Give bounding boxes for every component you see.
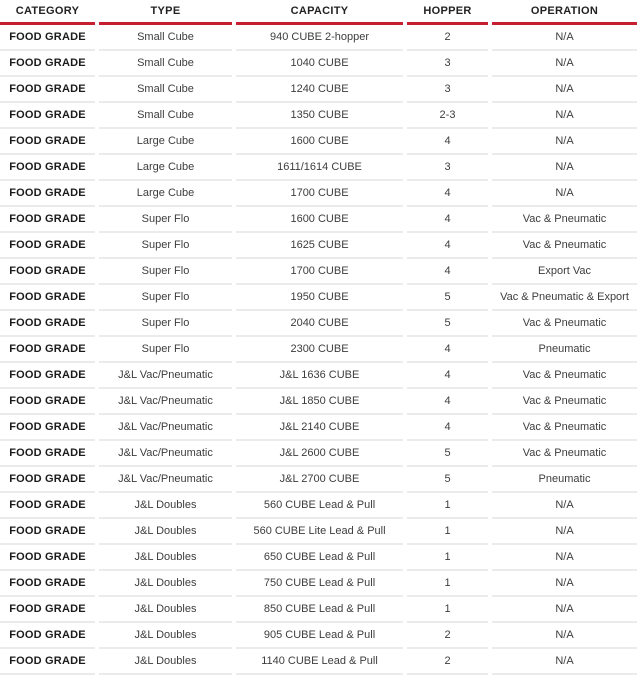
cell-category: FOOD GRADE xyxy=(0,623,95,649)
table-row xyxy=(0,155,637,181)
cell-type: J&L Doubles xyxy=(99,571,232,597)
cell-hopper: 4 xyxy=(407,207,488,233)
cell-operation: N/A xyxy=(492,51,637,77)
cell-type: Super Flo xyxy=(99,207,232,233)
cell-hopper: 2 xyxy=(407,623,488,649)
cell-capacity: 1700 CUBE xyxy=(236,259,403,285)
cell-capacity: 2040 CUBE xyxy=(236,311,403,337)
cell-hopper: 3 xyxy=(407,77,488,103)
cell-hopper: 1 xyxy=(407,493,488,519)
cell-operation: Vac & Pneumatic xyxy=(492,389,637,415)
cell-hopper: 4 xyxy=(407,415,488,441)
cell-category: FOOD GRADE xyxy=(0,597,95,623)
cell-type: J&L Doubles xyxy=(99,493,232,519)
cell-hopper: 4 xyxy=(407,259,488,285)
table-row xyxy=(0,285,637,311)
cell-type: J&L Doubles xyxy=(99,623,232,649)
table-body xyxy=(0,25,637,675)
column-header-type: TYPE xyxy=(99,0,232,25)
cell-operation: N/A xyxy=(492,77,637,103)
cell-capacity: J&L 2140 CUBE xyxy=(236,415,403,441)
cell-type: Super Flo xyxy=(99,311,232,337)
cell-capacity: J&L 2700 CUBE xyxy=(236,467,403,493)
cell-hopper: 2 xyxy=(407,25,488,51)
cell-operation: N/A xyxy=(492,597,637,623)
cell-operation: Vac & Pneumatic xyxy=(492,233,637,259)
cell-operation: N/A xyxy=(492,493,637,519)
cell-type: J&L Doubles xyxy=(99,597,232,623)
cell-operation: N/A xyxy=(492,129,637,155)
cell-capacity: 1040 CUBE xyxy=(236,51,403,77)
cell-operation: N/A xyxy=(492,25,637,51)
cell-capacity: 650 CUBE Lead & Pull xyxy=(236,545,403,571)
cell-type: J&L Vac/Pneumatic xyxy=(99,467,232,493)
table-row xyxy=(0,259,637,285)
cell-capacity: 1240 CUBE xyxy=(236,77,403,103)
cell-capacity: 560 CUBE Lead & Pull xyxy=(236,493,403,519)
cell-hopper: 4 xyxy=(407,129,488,155)
cell-operation: Vac & Pneumatic xyxy=(492,311,637,337)
cell-category: FOOD GRADE xyxy=(0,77,95,103)
cell-category: FOOD GRADE xyxy=(0,519,95,545)
column-header-category: CATEGORY xyxy=(0,0,95,25)
cell-hopper: 4 xyxy=(407,337,488,363)
cell-capacity: 750 CUBE Lead & Pull xyxy=(236,571,403,597)
cell-capacity: 1700 CUBE xyxy=(236,181,403,207)
cell-category: FOOD GRADE xyxy=(0,415,95,441)
cell-hopper: 1 xyxy=(407,597,488,623)
cell-capacity: J&L 2600 CUBE xyxy=(236,441,403,467)
cell-operation: N/A xyxy=(492,103,637,129)
cell-category: FOOD GRADE xyxy=(0,493,95,519)
cell-capacity: 1600 CUBE xyxy=(236,129,403,155)
cell-category: FOOD GRADE xyxy=(0,207,95,233)
cell-hopper: 2-3 xyxy=(407,103,488,129)
table-row xyxy=(0,25,637,51)
cell-hopper: 4 xyxy=(407,181,488,207)
table-header-row xyxy=(0,0,637,25)
cell-category: FOOD GRADE xyxy=(0,311,95,337)
cell-operation: Vac & Pneumatic xyxy=(492,363,637,389)
table-row xyxy=(0,311,637,337)
table-row xyxy=(0,493,637,519)
cell-category: FOOD GRADE xyxy=(0,545,95,571)
cell-hopper: 3 xyxy=(407,155,488,181)
cell-hopper: 4 xyxy=(407,233,488,259)
cell-category: FOOD GRADE xyxy=(0,181,95,207)
cell-capacity: 2300 CUBE xyxy=(236,337,403,363)
cell-hopper: 5 xyxy=(407,311,488,337)
table-row xyxy=(0,103,637,129)
cell-category: FOOD GRADE xyxy=(0,337,95,363)
cell-hopper: 1 xyxy=(407,519,488,545)
cell-type: Super Flo xyxy=(99,285,232,311)
cell-hopper: 5 xyxy=(407,441,488,467)
cell-category: FOOD GRADE xyxy=(0,363,95,389)
cell-type: Large Cube xyxy=(99,181,232,207)
table-row xyxy=(0,233,637,259)
cell-type: J&L Vac/Pneumatic xyxy=(99,441,232,467)
cell-operation: Pneumatic xyxy=(492,337,637,363)
cell-operation: Vac & Pneumatic xyxy=(492,207,637,233)
cell-capacity: 1611/1614 CUBE xyxy=(236,155,403,181)
cell-type: Super Flo xyxy=(99,233,232,259)
cell-operation: N/A xyxy=(492,545,637,571)
cell-category: FOOD GRADE xyxy=(0,649,95,675)
cell-hopper: 4 xyxy=(407,363,488,389)
table-row xyxy=(0,623,637,649)
table-row xyxy=(0,207,637,233)
column-header-hopper: HOPPER xyxy=(407,0,488,25)
cell-category: FOOD GRADE xyxy=(0,441,95,467)
cell-operation: N/A xyxy=(492,181,637,207)
cell-operation: N/A xyxy=(492,519,637,545)
column-header-operation: OPERATION xyxy=(492,0,637,25)
column-header-capacity: CAPACITY xyxy=(236,0,403,25)
cell-hopper: 2 xyxy=(407,649,488,675)
table-row xyxy=(0,597,637,623)
cell-capacity: J&L 1850 CUBE xyxy=(236,389,403,415)
cell-operation: N/A xyxy=(492,571,637,597)
table-row xyxy=(0,441,637,467)
cell-capacity: 1600 CUBE xyxy=(236,207,403,233)
cell-category: FOOD GRADE xyxy=(0,51,95,77)
cell-operation: Vac & Pneumatic xyxy=(492,415,637,441)
cell-capacity: 1140 CUBE Lead & Pull xyxy=(236,649,403,675)
cell-operation: Vac & Pneumatic & Export xyxy=(492,285,637,311)
cell-operation: N/A xyxy=(492,155,637,181)
cell-category: FOOD GRADE xyxy=(0,467,95,493)
cell-category: FOOD GRADE xyxy=(0,571,95,597)
cell-type: Small Cube xyxy=(99,51,232,77)
table-row xyxy=(0,649,637,675)
cell-capacity: J&L 1636 CUBE xyxy=(236,363,403,389)
cell-capacity: 850 CUBE Lead & Pull xyxy=(236,597,403,623)
cell-hopper: 4 xyxy=(407,389,488,415)
cell-operation: N/A xyxy=(492,649,637,675)
cell-category: FOOD GRADE xyxy=(0,155,95,181)
cell-capacity: 1625 CUBE xyxy=(236,233,403,259)
cell-category: FOOD GRADE xyxy=(0,389,95,415)
cell-operation: Export Vac xyxy=(492,259,637,285)
cell-capacity: 1350 CUBE xyxy=(236,103,403,129)
cell-type: Super Flo xyxy=(99,259,232,285)
cell-type: Large Cube xyxy=(99,155,232,181)
cell-hopper: 1 xyxy=(407,545,488,571)
table-row xyxy=(0,77,637,103)
cell-hopper: 3 xyxy=(407,51,488,77)
cell-hopper: 5 xyxy=(407,467,488,493)
cell-type: Super Flo xyxy=(99,337,232,363)
cell-capacity: 560 CUBE Lite Lead & Pull xyxy=(236,519,403,545)
cell-hopper: 1 xyxy=(407,571,488,597)
cell-type: J&L Doubles xyxy=(99,545,232,571)
table-row xyxy=(0,519,637,545)
table-row xyxy=(0,51,637,77)
cell-category: FOOD GRADE xyxy=(0,259,95,285)
table-row xyxy=(0,415,637,441)
table-row xyxy=(0,545,637,571)
table-row xyxy=(0,181,637,207)
cell-category: FOOD GRADE xyxy=(0,233,95,259)
cell-type: J&L Vac/Pneumatic xyxy=(99,363,232,389)
cell-type: Small Cube xyxy=(99,77,232,103)
table-row xyxy=(0,129,637,155)
cell-capacity: 940 CUBE 2-hopper xyxy=(236,25,403,51)
cell-type: Large Cube xyxy=(99,129,232,155)
table-row xyxy=(0,337,637,363)
cell-type: J&L Vac/Pneumatic xyxy=(99,389,232,415)
cell-capacity: 1950 CUBE xyxy=(236,285,403,311)
cell-category: FOOD GRADE xyxy=(0,129,95,155)
cell-type: J&L Doubles xyxy=(99,519,232,545)
cell-operation: Pneumatic xyxy=(492,467,637,493)
cell-category: FOOD GRADE xyxy=(0,103,95,129)
cell-type: Small Cube xyxy=(99,103,232,129)
table-row xyxy=(0,571,637,597)
cell-category: FOOD GRADE xyxy=(0,285,95,311)
cell-operation: Vac & Pneumatic xyxy=(492,441,637,467)
cell-hopper: 5 xyxy=(407,285,488,311)
cell-type: J&L Doubles xyxy=(99,649,232,675)
cell-category: FOOD GRADE xyxy=(0,25,95,51)
table-row xyxy=(0,389,637,415)
table-row xyxy=(0,363,637,389)
cell-capacity: 905 CUBE Lead & Pull xyxy=(236,623,403,649)
cell-operation: N/A xyxy=(492,623,637,649)
table-row xyxy=(0,467,637,493)
cell-type: Small Cube xyxy=(99,25,232,51)
cell-type: J&L Vac/Pneumatic xyxy=(99,415,232,441)
